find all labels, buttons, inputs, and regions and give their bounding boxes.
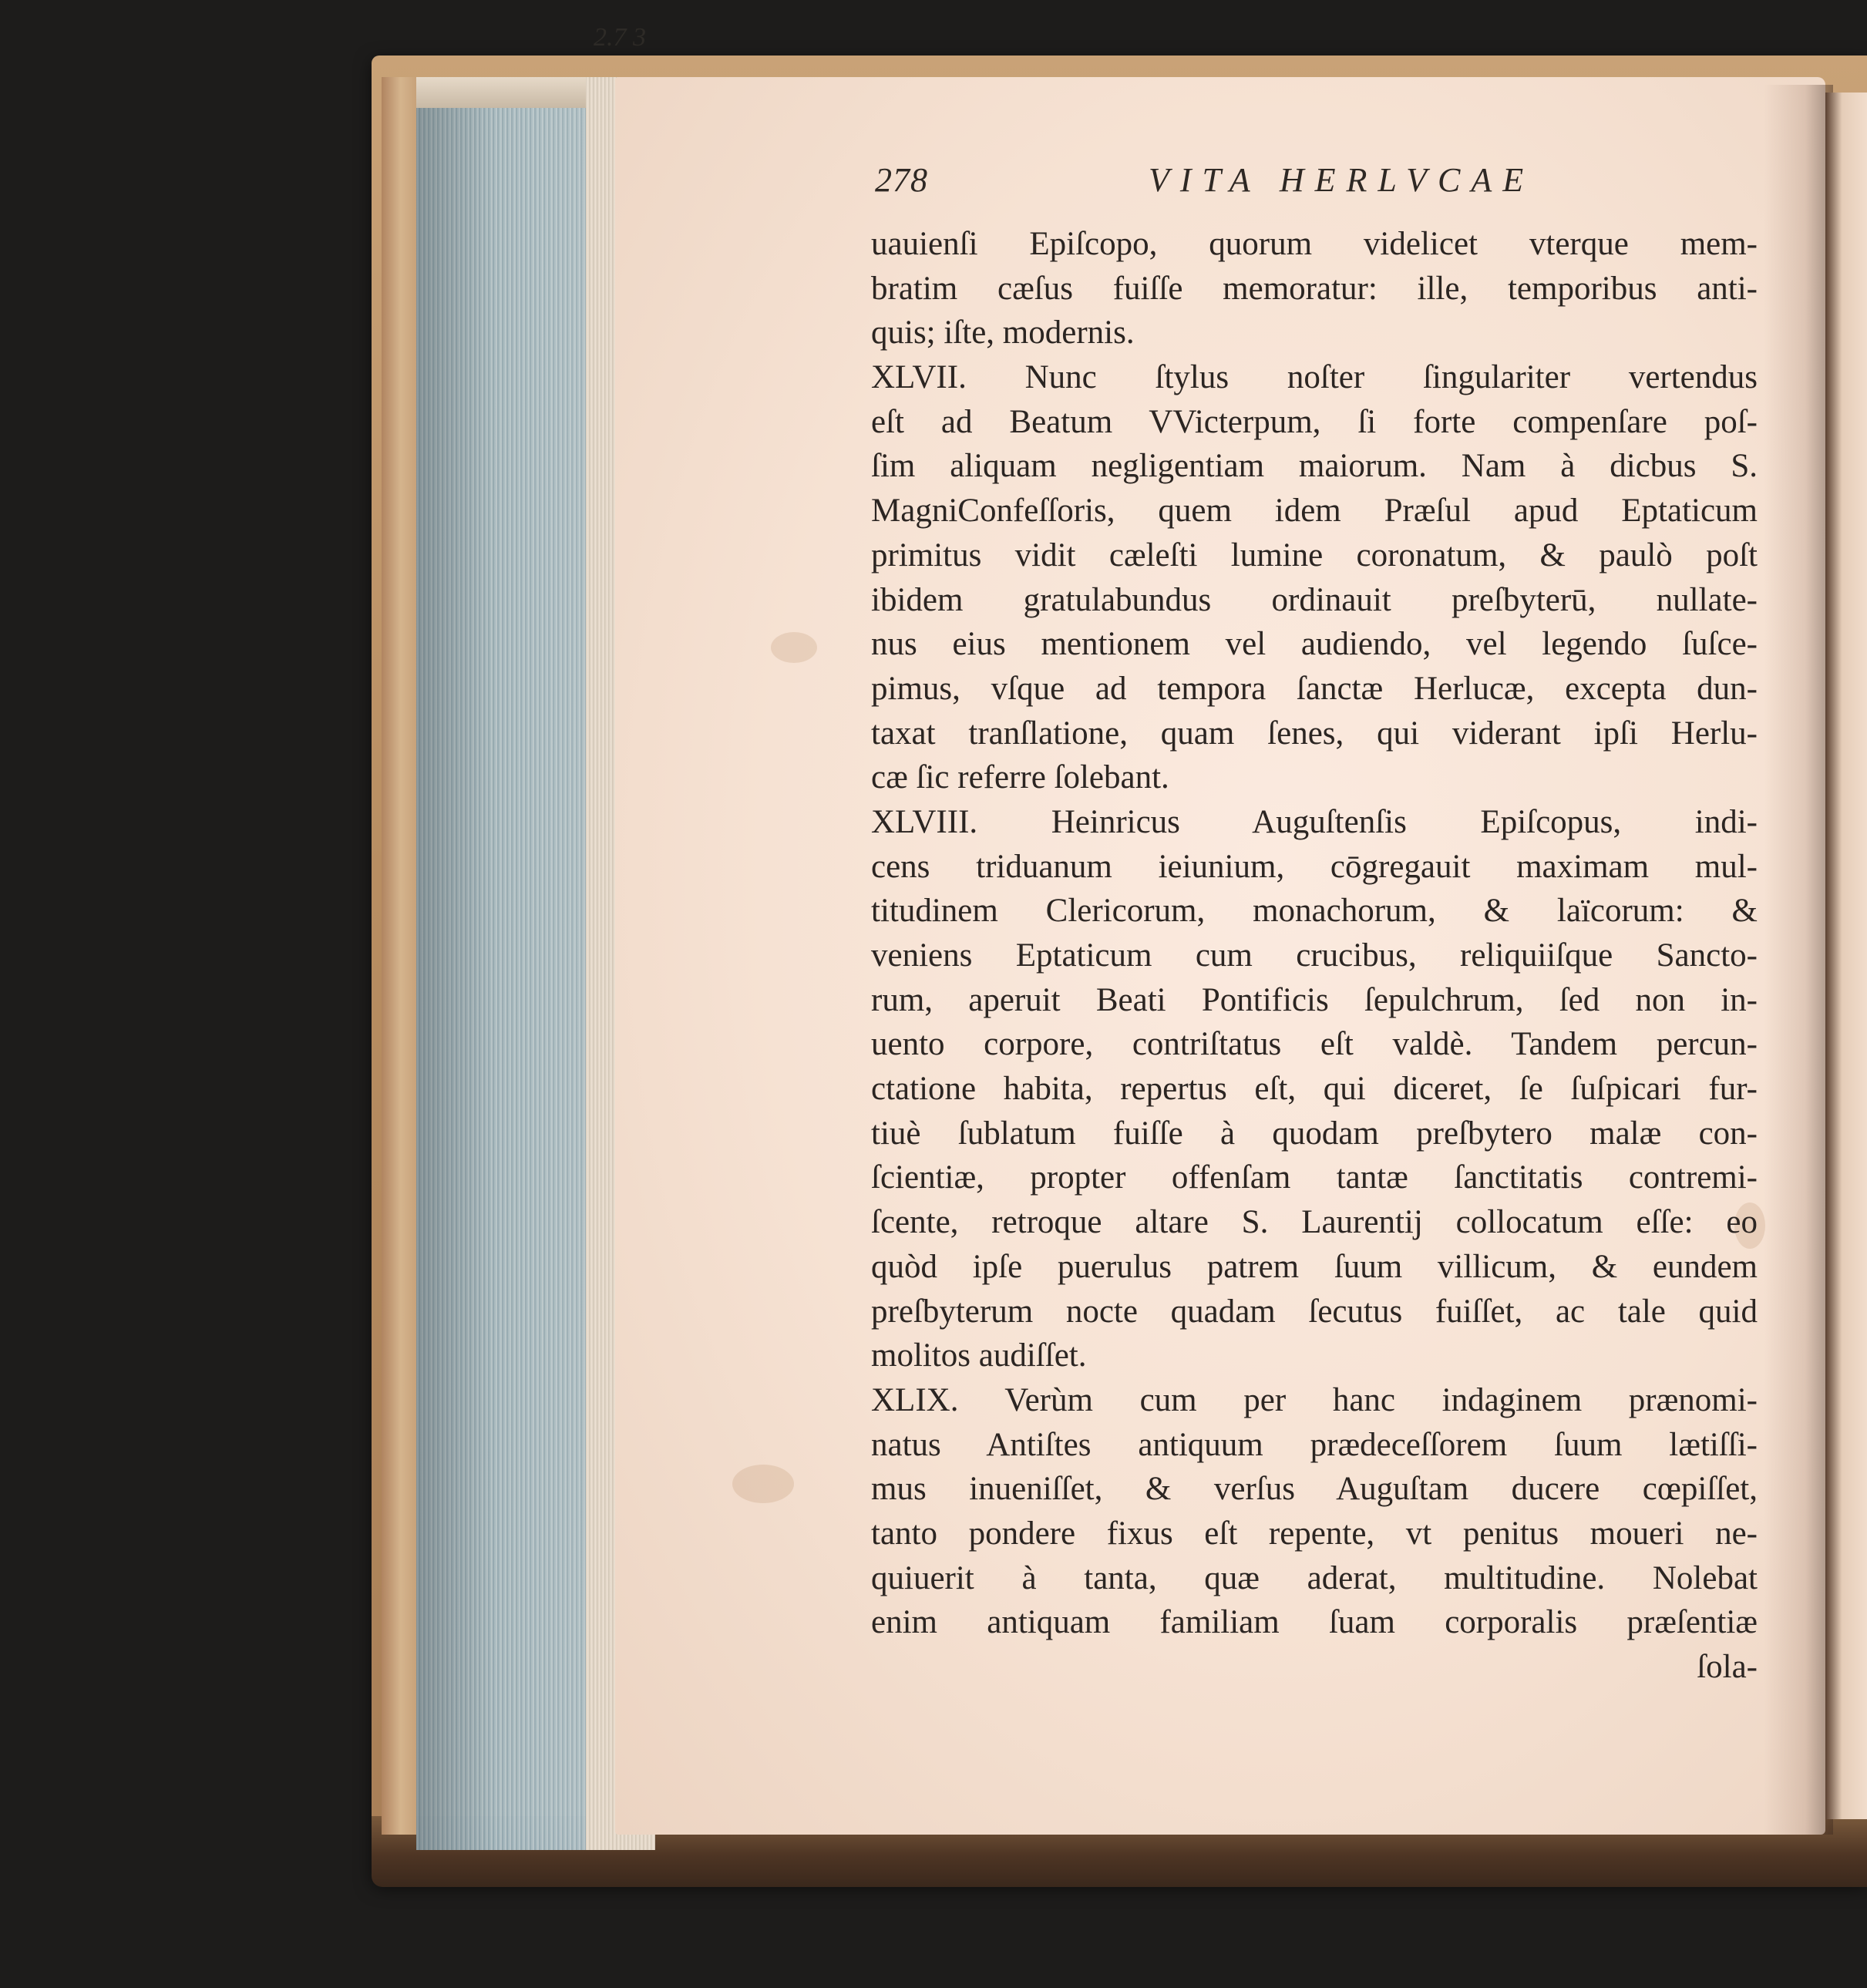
text-line: tanto pondere fixus eſt repente, vt penitus moueri ne- [871,1515,1758,1552]
text-line: XLVII. Nunc ſtylus noſter ſingulariter vertendus [871,359,1758,396]
text-line: molitos audiſſet. [871,1337,1087,1374]
text-line: quis; iſte, modernis. [871,315,1135,352]
text-line: uauienſi Epiſcopo, quorum videlicet vterque mem- [871,226,1758,262]
text-line: ſim aliquam negligentiam maiorum. Nam à dicbus S. [871,448,1758,485]
text-line: veniens Eptaticum cum crucibus, reliquiiſque Sancto- [871,937,1758,974]
catchword: ſola- [1697,1649,1758,1685]
text-line: primitus vidit cæleſti lumine coronatum, & paulò poſt [871,537,1758,574]
text-line: quiuerit à tanta, quæ aderat, multitudine. Nolebat [871,1559,1758,1596]
text-line: pimus, vſque ad tempora ſanctæ Herlucæ, excepta dun- [871,670,1758,707]
text-line: preſbyterum nocte quadam ſecutus fuiſſet, ac tale quid [871,1293,1758,1330]
text-line: nus eius mentionem vel audiendo, vel legendo ſuſce- [871,626,1758,663]
text-line: ſcientiæ, propter offenſam tantæ ſanctitatis contremi- [871,1159,1758,1196]
text-line: ſcente, retroque altare S. Laurentij collocatum eſſe: eo [871,1204,1758,1241]
text-line: uento corpore, contriſtatus eſt valdè. Tandem percun- [871,1026,1758,1063]
text-line: cæ ſic referre ſolebant. [871,759,1169,796]
pencil-annotation: 2.7 3 [594,23,646,52]
running-head [875,160,1754,199]
text-line: ctatione habita, repertus eſt, qui diceret, ſe ſuſpicari fur- [871,1071,1758,1108]
text-line: ibidem gratulabundus ordinauit preſbyterū, nullate- [871,581,1758,618]
page-number: 278 [875,161,928,199]
text-line: XLVIII. Heinricus Auguſtenſis Epiſcopus, indi- [871,803,1758,840]
text-line: bratim cæſus fuiſſe memoratur: ille, temporibus anti- [871,270,1758,307]
text-line: mus inueniſſet, & verſus Auguſtam ducere cœpiſſet, [871,1471,1758,1508]
foxing-spot [771,632,817,663]
body-text [871,222,1758,1690]
text-line: tiuè ſublatum fuiſſe à quodam preſbytero malæ con- [871,1115,1758,1152]
text-line: quòd ipſe puerulus patrem ſuum villicum, & eundem [871,1248,1758,1285]
text-line: XLIX. Verùm cum per hanc indaginem prænomi- [871,1381,1758,1418]
text-line: enim antiquam familiam ſuam corporalis præſentiæ [871,1604,1758,1641]
text-line: rum, aperuit Beati Pontificis ſepulchrum, ſed non in- [871,981,1758,1018]
facing-page-edge [1825,93,1867,1819]
text-line: natus Antiſtes antiquum prædeceſſorem ſuum lætiſſi- [871,1426,1758,1463]
text-line: cens triduanum ieiunium, cōgregauit maximam mul- [871,848,1758,885]
page-gutter-shadow [1764,85,1833,1835]
running-head-title: VITA HERLVCAE [1149,161,1535,199]
foxing-spot [732,1465,794,1503]
book-cover-left-edge [382,77,416,1835]
text-line: eſt ad Beatum VVicterpum, ſi forte compenſare poſ- [871,403,1758,440]
text-line: titudinem Clericorum, monachorum, & laïcorum: & [871,893,1758,930]
text-line: MagniConfeſſoris, quem idem Præſul apud Eptaticum [871,493,1758,530]
text-line: taxat tranſlatione, quam ſenes, qui viderant ipſi Herlu- [871,715,1758,752]
